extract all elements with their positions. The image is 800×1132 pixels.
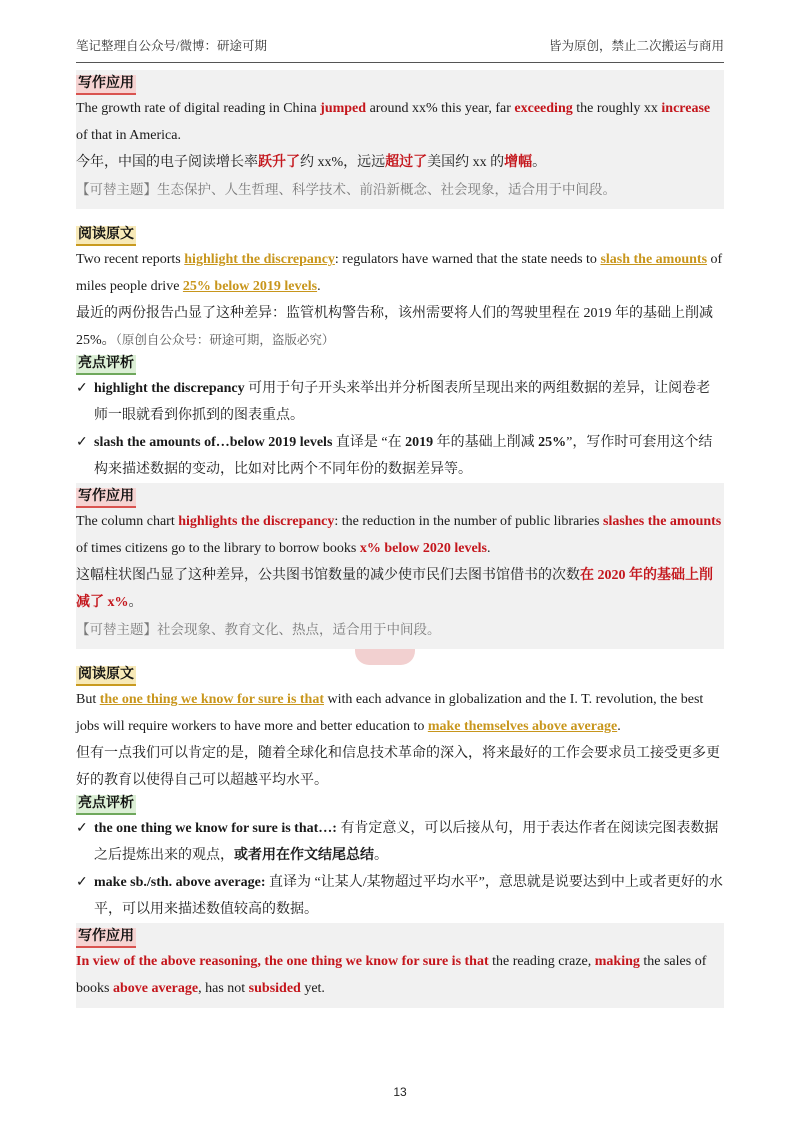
description-bold: 25%	[538, 435, 567, 450]
text-run: 这幅柱状图凸显了这种差异，公共图书馆数量的减少使市民们去图书馆借书的次数	[76, 568, 580, 583]
term: slash the amounts of…below 2019 levels	[94, 435, 333, 450]
description: 有肯定意义，可以后接从句，用于表达作者在阅读完图表数据之后提炼出来的观点，	[94, 821, 719, 863]
checkmark-icon: ✓	[76, 435, 88, 450]
checkmark-icon: ✓	[76, 381, 88, 396]
highlight-red: 跃升了	[258, 155, 300, 170]
term: make sb./sth. above average:	[94, 875, 266, 890]
text-run: .	[617, 719, 621, 734]
highlight-gold: 25% below 2019 levels	[182, 279, 318, 294]
chinese-translation: 但有一点我们可以肯定的是，随着全球化和信息技术革命的深入，将来最好的工作会要求员工接受更多更好的教育以使得自己可以超越平均水平。	[76, 746, 720, 788]
page-header	[76, 36, 724, 63]
highlight-red: 增幅	[504, 155, 533, 170]
text-run: of that in America.	[76, 128, 181, 143]
text-run: 。	[532, 155, 547, 170]
highlight-red: subsided	[248, 981, 301, 996]
text-run: : regulators have warned that the state needs to	[334, 252, 601, 267]
checkmark-icon: ✓	[76, 821, 88, 836]
text-run: .	[317, 279, 321, 294]
highlight-red: above average	[112, 981, 199, 996]
highlight-evaluation-section	[76, 794, 724, 923]
text-run: Two recent reports	[76, 252, 185, 267]
description: 年的基础上削减	[433, 435, 539, 450]
description-bold: 或者用在作文结尾总结	[234, 848, 374, 863]
highlight-red: 超过了	[385, 155, 428, 170]
english-sentence	[76, 948, 724, 1002]
evaluation-item	[76, 429, 724, 483]
text-run: 美国约 xx 的	[427, 155, 505, 170]
term: the one thing we know for sure is that…:	[94, 821, 337, 836]
text-run: of times citizens go to the library to borrow books	[76, 541, 360, 556]
highlight-gold: slash the amounts	[600, 252, 708, 267]
highlight-red: x% below 2020 levels	[359, 541, 487, 556]
text-run: The growth rate of digital reading in China	[76, 101, 321, 116]
highlight-red: increase	[661, 101, 711, 116]
term: highlight the discrepancy	[94, 381, 245, 396]
copyright-note: （原创自公众号：研途可期，盗版必究）	[115, 333, 335, 347]
highlight-red: making	[594, 954, 640, 969]
tag-highlight-evaluation: 亮点评析	[76, 795, 136, 815]
alternative-topics: 【可替主题】生态保护、人生哲理、科学技术、前沿新概念、社会现象，适合用于中间段。	[76, 182, 616, 197]
text-run: , has not	[198, 981, 249, 996]
description: 。	[374, 848, 388, 863]
english-sentence	[76, 246, 724, 300]
page-number: 13	[393, 1085, 407, 1099]
highlight-red: In view of the above reasoning, the one thing we know for sure is that	[76, 954, 489, 969]
tag-reading-original: 阅读原文	[76, 226, 136, 246]
text-run: the sales of books	[76, 954, 707, 996]
text-run: the roughly xx	[572, 101, 662, 116]
evaluation-item	[76, 375, 724, 429]
highlight-red: exceeding	[514, 101, 573, 116]
english-sentence	[76, 95, 724, 149]
alternative-topics: 【可替主题】社会现象、教育文化、热点，适合用于中间段。	[76, 622, 441, 637]
chinese-translation	[76, 149, 724, 176]
writing-application-box	[76, 70, 724, 209]
evaluation-item	[76, 815, 724, 869]
writing-application-box	[76, 483, 724, 649]
highlight-gold: highlight the discrepancy	[184, 252, 335, 267]
highlight-gold: the one thing we know for sure is that	[99, 692, 325, 707]
text-run: the reading craze,	[488, 954, 595, 969]
description: 直译为 “让某人/某物超过平均水平”，意思就是说要达到中上或者更好的水平，可以用来描述数值较高的数据。	[94, 875, 723, 917]
english-sentence	[76, 686, 724, 740]
tag-writing-application: 写作应用	[76, 75, 136, 95]
checkmark-icon: ✓	[76, 875, 88, 890]
reading-original-section	[76, 225, 724, 354]
chinese-translation	[76, 300, 724, 354]
text-run: with each advance in globalization and the I. T. revolution, the best jobs will require workers to have more and better education to	[76, 692, 704, 734]
english-sentence	[76, 508, 724, 562]
reading-original-section	[76, 665, 724, 794]
text-run: 。	[128, 595, 143, 610]
highlight-red: 在 2020 年的基础上削减了 x%	[76, 568, 713, 610]
description: 直译是 “在	[332, 435, 406, 450]
text-run: 今年，中国的电子阅读增长率	[76, 155, 258, 170]
description-bold: 2019	[405, 435, 434, 450]
page-content	[76, 70, 724, 1008]
tag-writing-application: 写作应用	[76, 928, 136, 948]
text-run: : the reduction in the number of public libraries	[334, 514, 604, 529]
highlight-evaluation-section	[76, 354, 724, 483]
text-run: around xx% this year, far	[366, 101, 515, 116]
description: ”，写作时可套用这个结构来描述数据的变动，比如对比两个不同年份的数据差异等。	[94, 435, 713, 477]
highlight-red: slashes the amounts	[603, 514, 722, 529]
text-run: of miles people drive	[76, 252, 723, 294]
text-run: But	[76, 692, 100, 707]
writing-application-box	[76, 923, 724, 1008]
header-right: 皆为原创，禁止二次搬运与商用	[548, 39, 724, 53]
highlight-red: highlights the discrepancy	[178, 514, 335, 529]
tag-highlight-evaluation: 亮点评析	[76, 355, 136, 375]
text-run: yet.	[300, 981, 325, 996]
evaluation-item	[76, 869, 724, 923]
text-run: 约 xx%，远远	[300, 155, 386, 170]
description: 可用于句子开头来举出并分析图表所呈现出来的两组数据的差异，让阅卷老师一眼就看到你抓到的图表重点。	[94, 381, 711, 423]
chinese-translation	[76, 562, 724, 616]
text-run: The column chart	[76, 514, 179, 529]
highlight-gold: make themselves above average	[427, 719, 618, 734]
highlight-red: jumped	[320, 101, 367, 116]
tag-writing-application: 写作应用	[76, 488, 136, 508]
tag-reading-original: 阅读原文	[76, 666, 136, 686]
header-left: 笔记整理自公众号/微博：研途可期	[76, 39, 267, 53]
text-run: .	[487, 541, 491, 556]
text-run: 最近的两份报告凸显了这种差异：监管机构警告称，该州需要将人们的驾驶里程在 2019 年的基础上削减 25%。	[76, 306, 713, 348]
